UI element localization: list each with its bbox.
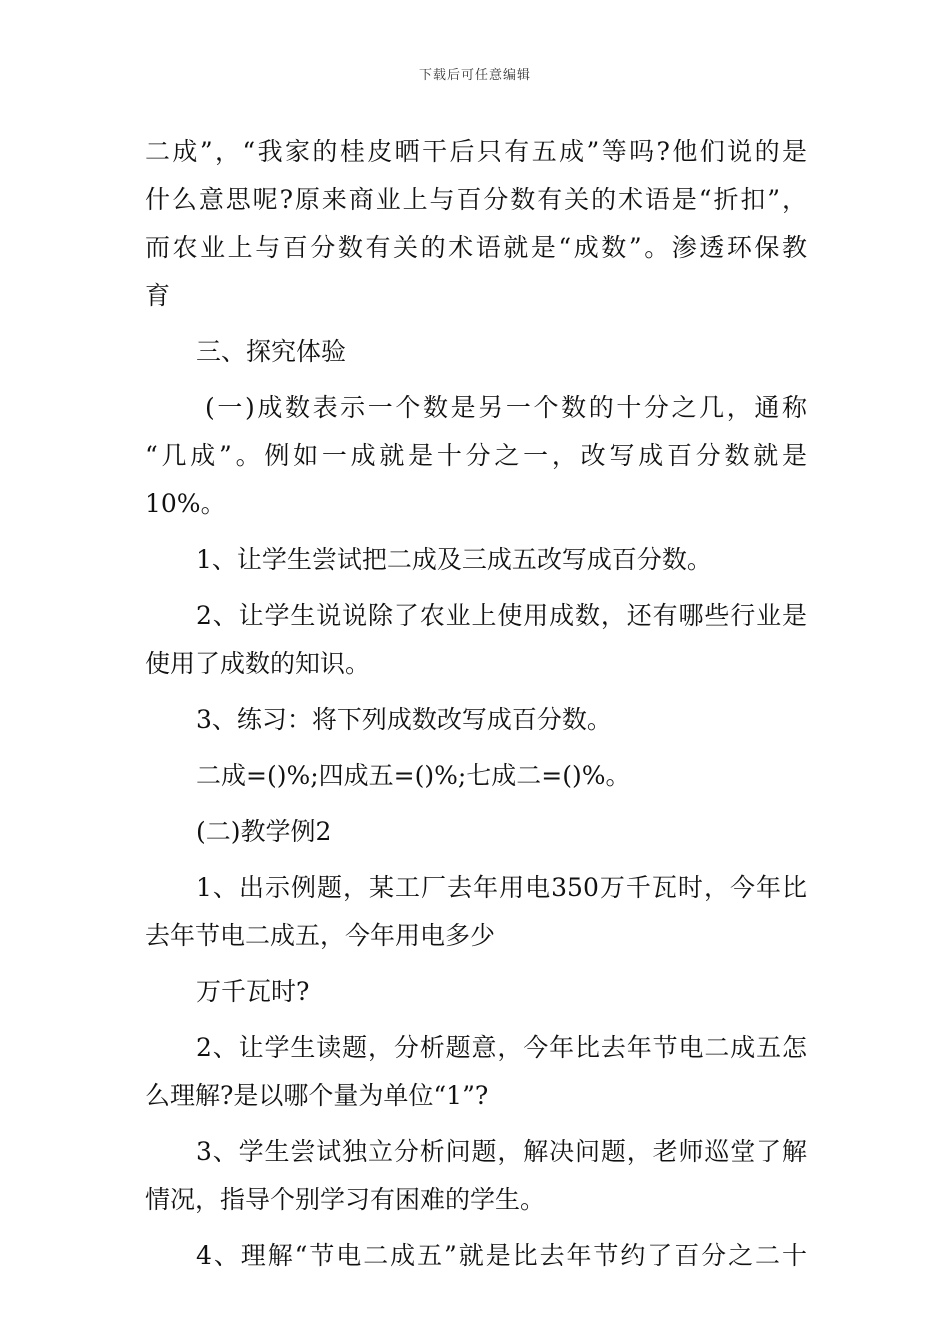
text-line: 万千瓦时? — [196, 977, 310, 1006]
text-line: 4、理解“节电二成五”就是比去年节约了百分之二十 — [196, 1241, 807, 1270]
text-line: 3、练习：将下列成数改写成百分数。 — [196, 705, 612, 734]
text-line: 育 — [145, 281, 171, 310]
text-line: 而农业上与百分数有关的术语就是“成数”。渗透环保教 — [145, 233, 807, 262]
text-line: 1、出示例题，某工厂去年用电350万千瓦时，今年比 — [196, 873, 807, 902]
text-line: 2、让学生说说除了农业上使用成数，还有哪些行业是 — [196, 601, 807, 630]
text-line: 1、让学生尝试把二成及三成五改写成百分数。 — [196, 545, 712, 574]
text-line: 去年节电二成五，今年用电多少 — [145, 921, 496, 950]
page-header: 下载后可任意编辑 — [418, 68, 531, 83]
text-line: 么理解?是以哪个量为单位“1”? — [145, 1081, 489, 1110]
section-heading: 三、探究体验 — [196, 337, 347, 366]
text-line: (一)成数表示一个数是另一个数的十分之几，通称 — [205, 393, 807, 422]
subsection-heading: (二)教学例2 — [196, 817, 332, 846]
text-line: 什么意思呢?原来商业上与百分数有关的术语是“折扣”， — [145, 185, 807, 214]
text-line: 使用了成数的知识。 — [145, 649, 371, 678]
text-line: 3、学生尝试独立分析问题，解决问题，老师巡堂了解 — [196, 1137, 807, 1166]
text-line: 二成”，“我家的桂皮晒干后只有五成”等吗?他们说的是 — [145, 137, 807, 166]
text-line: 10%。 — [145, 489, 226, 518]
document-body — [145, 128, 807, 1280]
text-line: 2、让学生读题，分析题意，今年比去年节电二成五怎 — [196, 1033, 807, 1062]
text-line: 二成=()%;四成五=()%;七成二=()%。 — [196, 761, 631, 790]
text-line: 情况，指导个别学习有困难的学生。 — [145, 1185, 546, 1214]
text-line: “几成”。例如一成就是十分之一，改写成百分数就是 — [145, 441, 807, 470]
